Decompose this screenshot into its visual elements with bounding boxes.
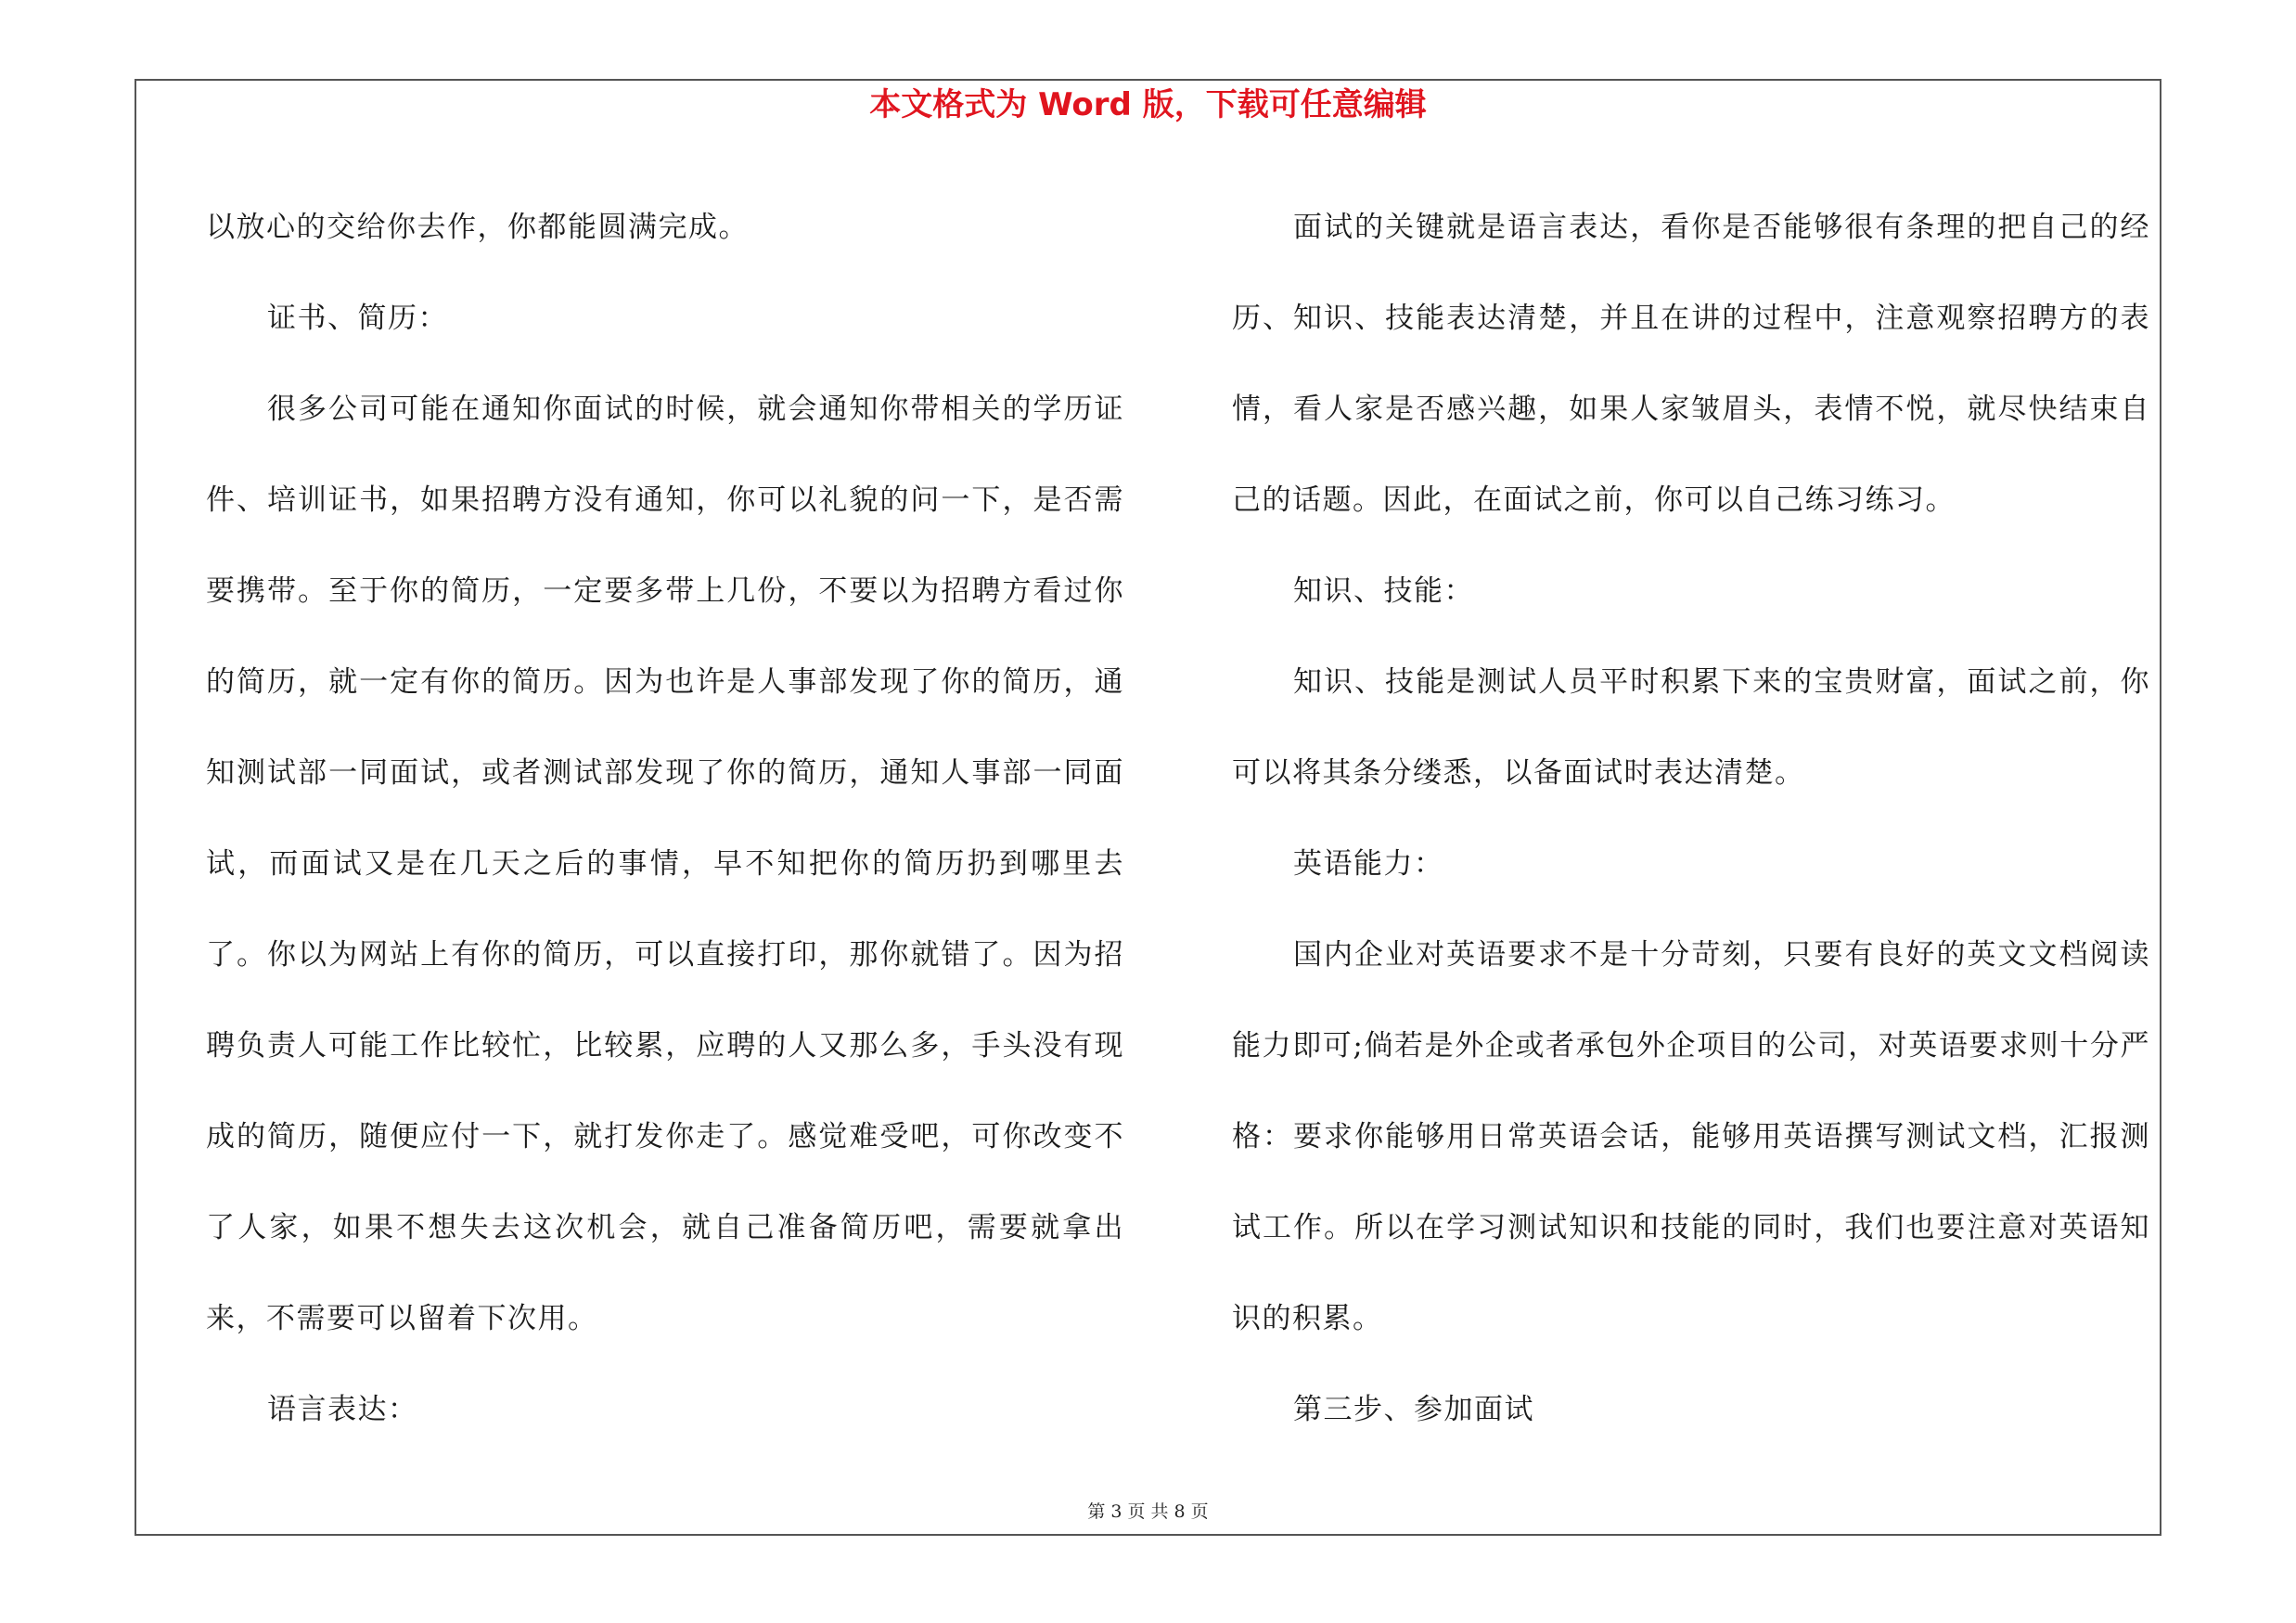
right-column-paragraph: 知识、技能是测试人员平时积累下来的宝贵财富，面试之前，你可以将其条分缕悉，以备面试时表达清楚。 bbox=[1232, 665, 2150, 790]
left-column-paragraph: 很多公司可能在通知你面试的时候，就会通知你带相关的学历证件、培训证书，如果招聘方没有通知，你可以礼貌的问一下，是否需要携带。至于你的简历，一定要多带上几份，不要以为招聘方看过你的简历，就一定有你的简历。因为也许是人事部发现了你的简历，通知测试部一同面试，或者测试部发现了你的简历，通知人事部一同面试，而面试又是在几天之后的事情，早不知把你的简历扔到哪里去了。你以为网站上有你的简历，可以直接打印，那你就错了。因为招聘负责人可能工作比较忙，比较累，应聘的人又那么多，手头没有现成的简历，随便应付一下，就打发你走了。感觉难受吧，可你改变不了人家，如果不想失去这次机会，就自己准备简历吧，需要就拿出来，不需要可以留着下次用。 bbox=[206, 393, 1124, 1335]
right-column bbox=[1232, 182, 2150, 1455]
left-column-paragraph: 证书、简历： bbox=[267, 302, 448, 335]
left-column-paragraph: 以放心的交给你去作，你都能圆满完成。 bbox=[206, 211, 749, 244]
left-column-paragraph: 语言表达： bbox=[267, 1393, 418, 1426]
right-column-paragraph: 面试的关键就是语言表达，看你是否能够很有条理的把自己的经历、知识、技能表达清楚，并且在讲的过程中，注意观察招聘方的表情，看人家是否感兴趣，如果人家皱眉头，表情不悦，就尽快结束自己的话题。因此，在面试之前，你可以自己练习练习。 bbox=[1232, 211, 2150, 517]
format-banner: 本文格式为 Word 版，下载可任意编辑 bbox=[869, 86, 1427, 123]
left-column bbox=[206, 182, 1124, 1455]
right-column-paragraph: 知识、技能： bbox=[1293, 574, 1474, 608]
right-column-paragraph: 国内企业对英语要求不是十分苛刻，只要有良好的英文文档阅读能力即可;倘若是外企或者承包外企项目的公司，对英语要求则十分严格：要求你能够用日常英语会话，能够用英语撰写测试文档，汇报测试工作。所以在学习测试知识和技能的同时，我们也要注意对英语知识的积累。 bbox=[1232, 938, 2150, 1335]
page-footer: 第 3 页 共 8 页 bbox=[1087, 1501, 1209, 1522]
right-column-paragraph: 第三步、参加面试 bbox=[1293, 1393, 1534, 1426]
right-column-paragraph: 英语能力： bbox=[1293, 847, 1444, 881]
